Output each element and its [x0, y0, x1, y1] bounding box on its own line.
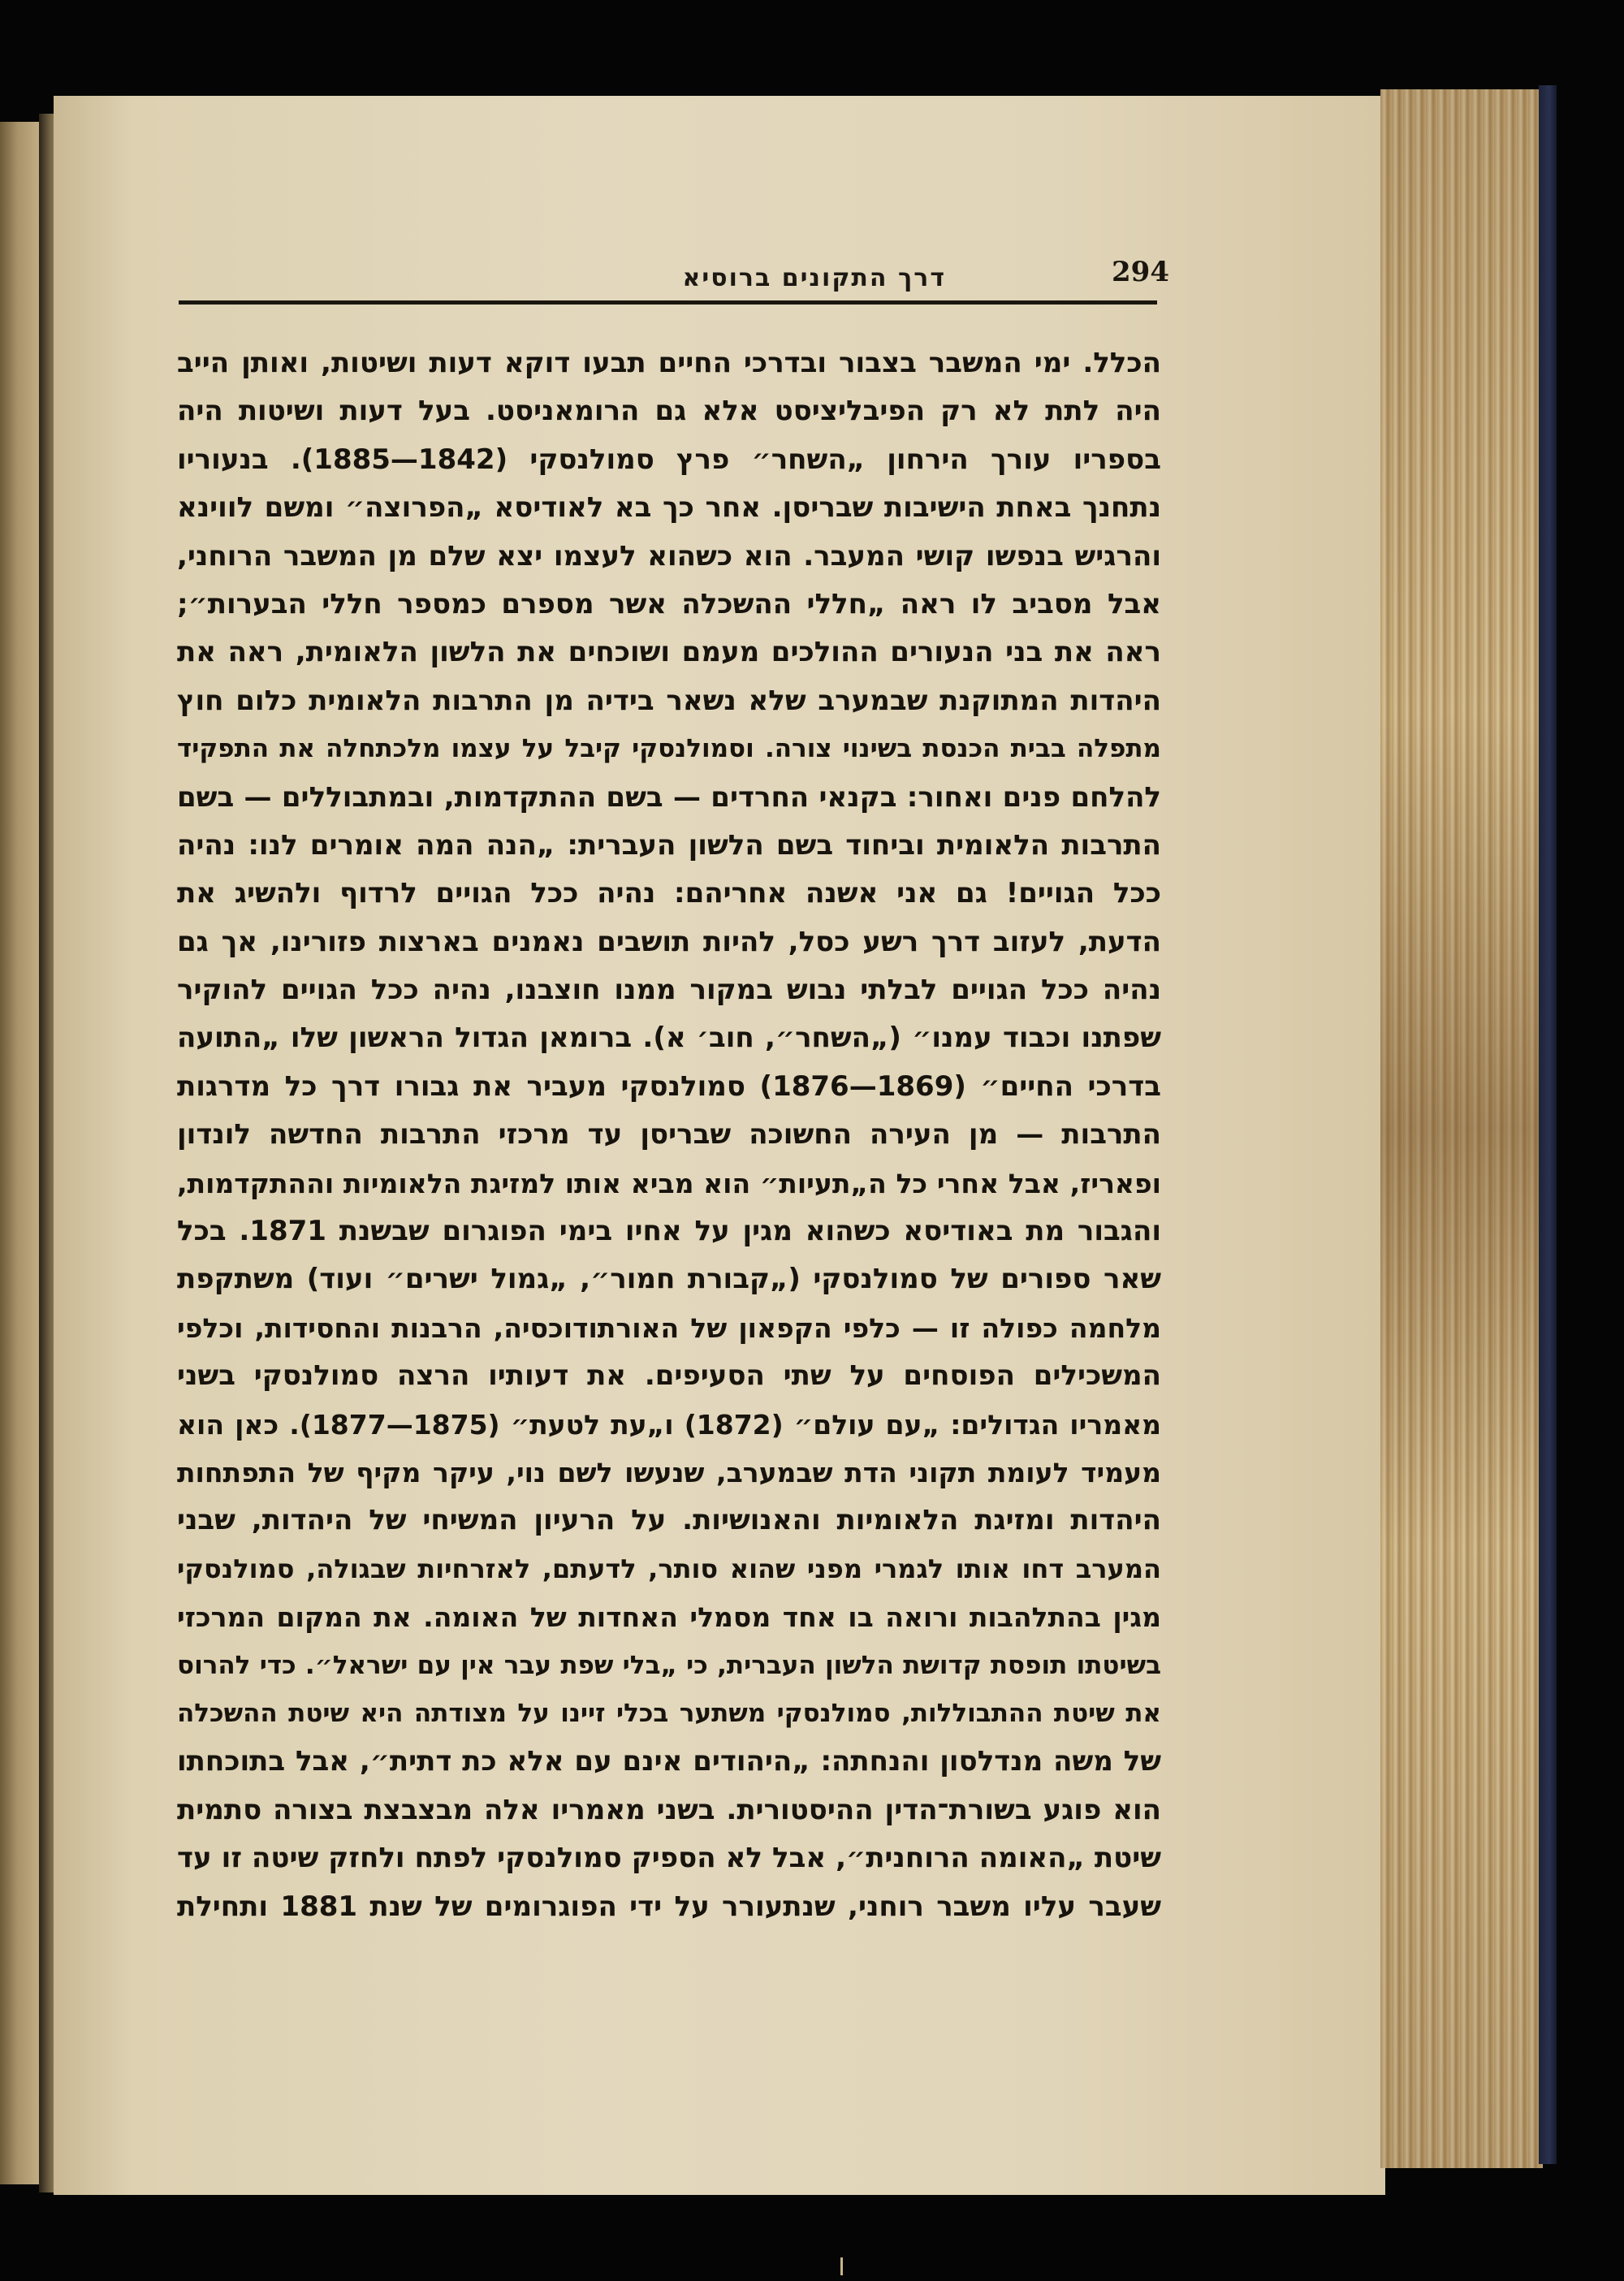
text-line: שיטת „האומה הרוחנית״, אבל לא הספיק סמולנסקי לפתח ולחזק שיטה זו עד — [177, 1842, 1161, 1875]
text-line: ככל הגויים! גם אני אשנה אחריהם: נהיה ככל הגויים לרדוף ולהשיג את — [177, 877, 1161, 910]
body-text — [177, 339, 1161, 1931]
scan-mark — [840, 2257, 843, 2275]
text-line: מעמיד לעומת תקוני הדת שבמערב, שנעשו לשם נוי, עיקר מקיף של התפתחות — [177, 1456, 1161, 1488]
page-header — [179, 248, 1169, 305]
text-line: שפתנו וכבוד עמנו״ („השחר״, חוב׳ א). ברומאן הגדול הראשון שלו „התועה — [177, 1022, 1161, 1055]
text-line: והגבור מת באודיסא כשהוא מגין על אחיו בימי הפוגרום שבשנת 1871. בכל — [177, 1215, 1161, 1248]
book-cover-edge — [1539, 85, 1557, 2164]
text-line: ופאריז, אבל אחרי כל ה„תעיות״ הוא מביא אותו למזיגת הלאומיות וההתקדמות, — [177, 1167, 1161, 1199]
text-line: והרגיש בנפשו קושי המעבר. הוא כשהוא לעצמו יצא שלם מן המשבר הרוחני, — [177, 539, 1161, 572]
text-line: הדעת, לעזוב דרך רשע כסל, להיות תושבים נאמנים בארצות פזורינו, אך גם — [177, 925, 1161, 958]
text-line: את שיטת ההתבוללות, סמולנסקי משתער בכלי זיינו על מצודתה היא שיטת ההשכלה — [177, 1698, 1161, 1728]
text-line: להלחם פנים ואחור: בקנאי החרדים — בשם ההתקדמות, ובמתבוללים — בשם — [177, 780, 1161, 814]
text-line: התרבות הלאומית וביחוד בשם הלשון העברית: „הנה המה אומרים לנו: נהיה — [177, 828, 1161, 862]
page-number: 294 — [1112, 256, 1169, 288]
text-line: בספריו עורך הירחון „השחר״ פרץ סמולנסקי (1842—1885). בנעוריו — [177, 443, 1161, 476]
text-line: שעבר עליו משבר רוחני, שנתעורר על ידי הפוגרומים של שנת 1881 ותחילת — [177, 1890, 1161, 1923]
text-line: מלחמה כפולה זו — כלפי הקפאון של האורתודוכסיה, הרבנות והחסידות, וכלפי — [177, 1311, 1161, 1344]
text-line: התרבות — מן העירה החשוכה שבריסן עד מרכזי התרבות החדשה לונדון — [177, 1118, 1161, 1151]
text-line: הוא פוגע בשורת־הדין ההיסטורית. בשני מאמריו אלה מבצבצת בצורה סתמית — [177, 1793, 1161, 1826]
text-line: בדרכי החיים״ (1869—1876) סמולנסקי מעביר את גבורו דרך כל מדרגות — [177, 1069, 1161, 1103]
text-line: שאר ספורים של סמולנסקי („קבורת חמור״, „גמול ישרים״ ועוד) משתקפת — [177, 1263, 1161, 1296]
text-line: המשכילים הפוסחים על שתי הסעיפים. את דעותיו הרצה סמולנסקי בשני — [177, 1359, 1161, 1393]
page-block-edges — [1380, 89, 1543, 2168]
text-line: ראה את בני הנעורים ההולכים מעמם ושוכחים את הלשון הלאומית, ראה את — [177, 636, 1161, 669]
text-line: המערב דחו אותו לגמרי מפני שהוא סותר, לדעתם, לאזרחיות שבגולה, סמולנסקי — [177, 1553, 1161, 1584]
text-line: בשיטתו תופסת קדושת הלשון העברית, כי „בלי שפת עבר אין עם ישראל״. כדי להרוס — [177, 1650, 1161, 1680]
text-line: הכלל. ימי המשבר בצבור ובדרכי החיים תבעו דוקא דעות ושיטות, ואותן הייב — [177, 347, 1161, 379]
text-line: של משה מנדלסון והנחתה: „היהודים אינם עם אלא כת דתית״, אבל בתוכחתו — [177, 1745, 1161, 1778]
text-line: מאמריו הגדולים: „עם עולם״ (1872) ו„עת לטעת״ (1875—1877). כאן הוא — [177, 1408, 1161, 1441]
text-line: מגין בהתלהבות ורואה בו אחד מסמלי האחדות של האומה. את המקום המרכזי — [177, 1601, 1161, 1634]
text-line: היהדות המתוקנת שבמערב שלא נשאר בידיה מן התרבות הלאומית כלום חוץ — [177, 684, 1161, 717]
text-line: היה לתת לא רק הפיבליציסט אלא גם הרומאניסט. בעל דעות ושיטות היה — [177, 395, 1161, 428]
facing-page-edge — [0, 122, 39, 2184]
header-rule — [179, 300, 1157, 305]
text-line: מתפלה בבית הכנסת בשינוי צורה. וסמולנסקי קיבל על עצמו מלכתחלה את התפקיד — [177, 734, 1161, 764]
text-line: נתחנך באחת הישיבות שבריסן. אחר כך בא לאודיסא „הפרוצה״ ומשם לווינא — [177, 491, 1161, 525]
text-line: היהדות ומזיגת הלאומיות והאנושיות. על הרעיון המשיחי של היהדות, שבני — [177, 1504, 1161, 1537]
text-line: אבל מסביב לו ראה „חללי ההשכלה אשר מספרם כמספר חללי הבערות״; — [177, 587, 1161, 620]
text-line: נהיה ככל הגויים לבלתי נבוש במקור ממנו חוצבנו, נהיה ככל הגויים להוקיר — [177, 974, 1161, 1007]
book-gutter — [39, 114, 55, 2192]
running-head: דרך התקונים ברוסיא — [682, 264, 946, 292]
